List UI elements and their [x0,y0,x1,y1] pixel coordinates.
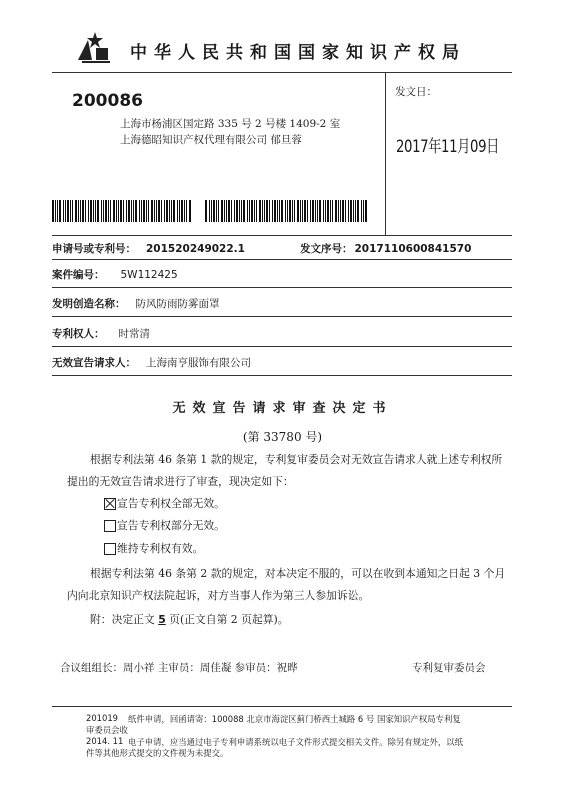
barcode-bar [161,200,162,222]
barcode-bar [55,200,56,222]
barcode-bar [259,200,261,222]
barcode-right [205,200,370,222]
attachment-suffix: 页(正文自第 2 页起算)。 [165,613,289,626]
barcode-bar [85,200,86,222]
barcode-bar [113,200,115,222]
barcode-bar [307,200,308,222]
footer-rule [52,706,512,707]
barcode-bar [274,200,276,222]
invention-label: 发明创造名称： [52,298,126,310]
barcode-bar [131,200,132,222]
barcode-bar [262,200,263,222]
barcode-bar [285,200,286,222]
barcode-bar [169,200,170,222]
barcode-bar [103,200,104,222]
option-label: 宣告专利权部分无效。 [117,519,225,532]
barcode-bar [139,200,140,222]
barcode-bar [224,200,225,222]
barcode-bar [254,200,255,222]
barcode-bar [52,200,54,222]
barcode-bar [234,200,235,222]
barcode-bar [57,200,58,222]
barcode-bar [348,200,349,222]
barcode-bar [120,200,122,222]
option-checkbox-invalid-all [104,498,116,510]
barcode-bar [184,200,185,222]
footer-code-1: 201019 [86,713,118,723]
decision-number: (第 33780 号) [242,430,323,444]
barcode-bar [216,200,217,222]
barcode-bar [166,200,168,222]
barcode-bar [221,200,223,222]
barcode-bar [289,200,291,222]
barcode-bar [93,200,94,222]
footer-note-1b: 审委员会收 [86,725,128,735]
barcode-bar [350,200,352,222]
barcode-bar [247,200,248,222]
intro-line-1: 根据专利法第 46 条第 1 款的规定，专利复审委员会对无效宣告请求人就上述专利权所 [90,453,503,466]
barcode-bar [158,200,160,222]
barcode-bar [78,200,79,222]
barcode-bar [251,200,253,222]
barcode-bar [231,200,232,222]
barcode-bar [277,200,278,222]
review-board: 专利复审委员会 [412,662,486,674]
option-checkbox-maintain [104,543,116,555]
barcode-bar [177,200,178,222]
patentee-row [52,326,150,341]
requester-label: 无效宣告请求人： [52,357,136,369]
footer-note-2b: 件等其他形式提交的文件视为未提交。 [86,748,229,758]
barcode-bar [173,200,175,222]
application-number-label: 申请号或专利号： [52,243,136,255]
invention-title: 防风防雨防雾面罩 [135,298,220,310]
barcode-bar [279,200,280,222]
barcode-bar [171,200,172,222]
row-rule [52,259,512,260]
barcode-bar [355,200,356,222]
barcode-left [52,200,194,222]
barcode-bar [342,200,344,222]
sent-date: 2017年11月09日 [396,137,499,157]
barcode-bar [310,200,311,222]
barcode-bar [209,200,210,222]
barcode-bar [59,200,61,222]
barcode-bar [281,200,283,222]
barcode-bar [118,200,119,222]
barcode-bar [323,200,324,222]
barcode-bar [101,200,102,222]
barcode-bar [241,200,242,222]
attachment-prefix: 附：决定正文 [90,613,159,626]
barcode-bar [264,200,265,222]
barcode-bar [186,200,187,222]
row-rule [52,235,512,236]
barcode-bar [365,200,367,222]
barcode-bar [154,200,155,222]
barcode-bar [353,200,354,222]
barcode-bar [181,200,183,222]
barcode-bar [287,200,288,222]
barcode-bar [123,200,124,222]
barcode-bar [128,200,130,222]
barcode-bar [133,200,134,222]
row-rule [52,287,512,288]
option-label: 维持专利权有效。 [117,542,204,555]
barcode-bar [82,200,84,222]
barcode-bar [357,200,359,222]
barcode-bar [95,200,96,222]
patentee-name: 时常清 [118,328,150,340]
barcode-bar [126,200,127,222]
footer-note-1: 纸件申请，回函请寄：100088 北京市海淀区蓟门桥西土城路 6 号 国家知识产权局专利复 [128,714,461,724]
serial-number: 2017110600841570 [354,243,472,255]
barcode-bar [345,200,346,222]
barcode-bar [304,200,306,222]
barcode-bar [88,200,89,222]
barcode-bar [335,200,337,222]
barcode-bar [75,200,77,222]
serial-number-row [300,241,471,256]
barcode-bar [189,200,191,222]
document-title: 无效宣告请求审查决定书 [172,401,393,416]
barcode-bar [319,200,321,222]
barcode-bar [361,200,362,222]
case-number: 5W112425 [120,269,178,281]
barcode-bar [243,200,245,222]
footer-note-2: 电子申请，应当通过电子专利申请系统以电子文件形式提交相关文件。除另有规定外，以纸 [128,737,463,747]
footer-code-2: 2014. 11 [86,736,124,746]
application-number-row [52,241,245,256]
header-top-rule [52,72,512,73]
barcode-bar [330,200,331,222]
barcode-bar [256,200,257,222]
barcode-bar [135,200,137,222]
serial-number-label: 发文序号： [300,243,353,255]
barcode-bar [338,200,339,222]
barcode-bar [97,200,99,222]
intro-line-2: 提出的无效宣告请求进行了审查，现决定如下： [67,475,294,488]
barcode-bar [239,200,240,222]
barcode-bar [340,200,341,222]
postcode: 200086 [72,91,143,111]
barcode-bar [164,200,165,222]
header-divider [385,72,386,235]
barcode-bar [218,200,219,222]
barcode-bar [67,200,69,222]
barcode-bar [266,200,268,222]
barcode-bar [269,200,270,222]
row-rule [52,375,512,376]
application-number: 201520249022.1 [146,243,245,255]
option-label: 宣告专利权全部无效。 [117,497,225,510]
attachment-page-count: 5 [158,613,166,626]
barcode-bar [72,200,73,222]
barcode-bar [65,200,66,222]
barcode-bar [327,200,329,222]
requester-row [52,355,251,370]
barcode-bar [272,200,273,222]
barcode-bar [179,200,180,222]
barcode-bar [236,200,238,222]
requester-name: 上海南亨服饰有限公司 [146,357,251,369]
appeal-line-2: 内向北京知识产权法院起诉，对方当事人作为第三人参加诉讼。 [67,589,370,602]
barcode-bar [205,200,207,222]
case-number-label: 案件编号： [52,269,105,281]
row-rule [52,316,512,317]
sent-date-label: 发文日： [395,86,437,98]
case-number-row [52,267,178,282]
barcode-bar [249,200,250,222]
option-checkbox-invalid-part [104,520,116,532]
barcode-bar [228,200,230,222]
patentee-label: 专利权人： [52,328,105,340]
barcode-bar [294,200,295,222]
row-rule [52,346,512,347]
barcode-bar [70,200,71,222]
office-name: 中华人民共和国国家知识产权局 [130,43,466,63]
barcode-bar [108,200,109,222]
barcode-bar [146,200,147,222]
recipient-agent: 上海德昭知识产权代理有限公司 郁旦蓉 [120,134,302,146]
sipo-logo [74,30,114,64]
panel-members: 合议组组长：周小祥 主审员：周佳凝 参审员：祝晔 [60,662,298,674]
barcode-bar [148,200,149,222]
barcode-bar [297,200,299,222]
attachment-note [90,612,289,627]
barcode-bar [80,200,81,222]
barcode-bar [315,200,316,222]
barcode-bar [332,200,333,222]
invention-row [52,296,220,311]
barcode-bar [156,200,157,222]
barcode-bar [105,200,107,222]
barcode-bar [90,200,92,222]
barcode-bar [151,200,153,222]
barcode-bar [302,200,303,222]
recipient-address: 上海市杨浦区国定路 335 号 2 号楼 1409-2 室 [120,118,341,130]
barcode-bar [312,200,314,222]
barcode-bar [141,200,142,222]
barcode-bar [317,200,318,222]
barcode-bar [213,200,215,222]
barcode-bar [300,200,301,222]
barcode-bar [292,200,293,222]
barcode-bar [143,200,145,222]
barcode-bar [63,200,64,222]
appeal-line-1: 根据专利法第 46 条第 2 款的规定，对本决定不服的，可以在收到本通知之日起 3 个月 [90,567,506,580]
barcode-bar [116,200,117,222]
barcode-bar [211,200,212,222]
barcode-bar [110,200,111,222]
barcode-bar [226,200,227,222]
barcode-bar [363,200,364,222]
barcode-bar [325,200,326,222]
